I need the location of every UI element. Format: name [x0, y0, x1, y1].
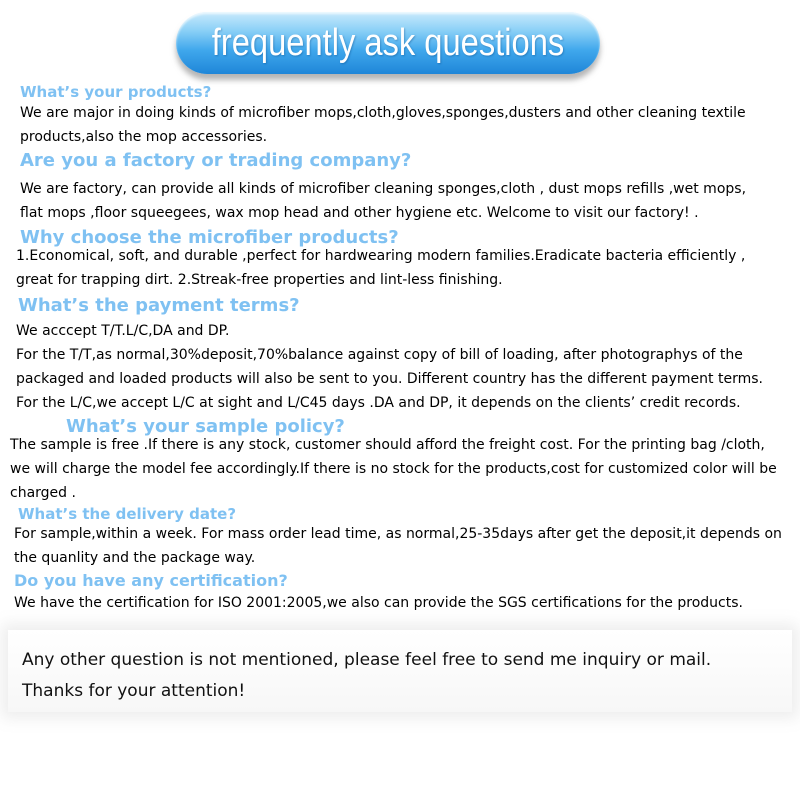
answer-line: the quanlity and the package way. [14, 550, 256, 566]
answer-line: The sample is free .If there is any stock, customer should afford the freight cost. For the printing bag /cloth, [10, 437, 765, 453]
faq-question-sample-policy: What’s your sample policy? [66, 416, 345, 437]
answer-line: For sample,within a week. For mass order lead time, as normal,25-35days after get the deposit,it depends on [14, 526, 782, 542]
footer-line-2: Thanks for your attention! [22, 681, 246, 701]
faq-answer-products [20, 101, 746, 149]
answer-line: products,also the mop accessories. [20, 129, 268, 145]
answer-line: packaged and loaded products will also be sent to you. Different country has the different payment terms. [16, 371, 763, 387]
answer-line: We are major in doing kinds of microfiber mops,cloth,gloves,sponges,dusters and other cleaning textile [20, 105, 746, 121]
faq-answer-certification [14, 591, 743, 615]
answer-line: 1.Economical, soft, and durable ,perfect for hardwearing modern families.Eradicate bacteria efficiently , [16, 248, 746, 264]
answer-line: For the T/T,as normal,30%deposit,70%balance against copy of bill of loading, after photographys of the [16, 347, 743, 363]
footer-message [22, 645, 711, 707]
faq-question-factory: Are you a factory or trading company? [20, 150, 412, 171]
faq-question-why-microfiber: Why choose the microfiber products? [20, 227, 399, 248]
faq-question-products: What’s your products? [20, 83, 212, 101]
answer-line: For the L/C,we accept L/C at sight and L/C45 days .DA and DP, it depends on the clients’ credit records. [16, 395, 741, 411]
faq-question-payment: What’s the payment terms? [18, 295, 300, 316]
answer-line: flat mops ,floor squeegees, wax mop head and other hygiene etc. Welcome to visit our factory! . [20, 205, 699, 221]
answer-line: great for trapping dirt. 2.Streak-free properties and lint-less finishing. [16, 272, 503, 288]
answer-line: We acccept T/T.L/C,DA and DP. [16, 323, 230, 339]
answer-line: charged . [10, 485, 76, 501]
faq-question-certification: Do you have any certification? [14, 571, 288, 590]
answer-line: We are factory, can provide all kinds of microfiber cleaning sponges,cloth , dust mops refills ,wet mops, [20, 181, 747, 197]
faq-question-delivery: What’s the delivery date? [18, 505, 237, 523]
faq-answer-sample-policy [10, 433, 777, 505]
faq-answer-payment [16, 319, 763, 415]
answer-line: we will charge the model fee accordingly.If there is no stock for the products,cost for customized color will be [10, 461, 777, 477]
answer-line: We have the certification for ISO 2001:2005,we also can provide the SGS certifications for the products. [14, 595, 743, 611]
faq-banner [176, 12, 600, 74]
faq-answer-factory [20, 177, 746, 225]
faq-answer-delivery [14, 522, 782, 570]
banner-title: frequently ask questions [211, 22, 565, 64]
footer-line-1: Any other question is not mentioned, please feel free to send me inquiry or mail. [22, 650, 712, 670]
faq-answer-why-microfiber [16, 244, 745, 292]
